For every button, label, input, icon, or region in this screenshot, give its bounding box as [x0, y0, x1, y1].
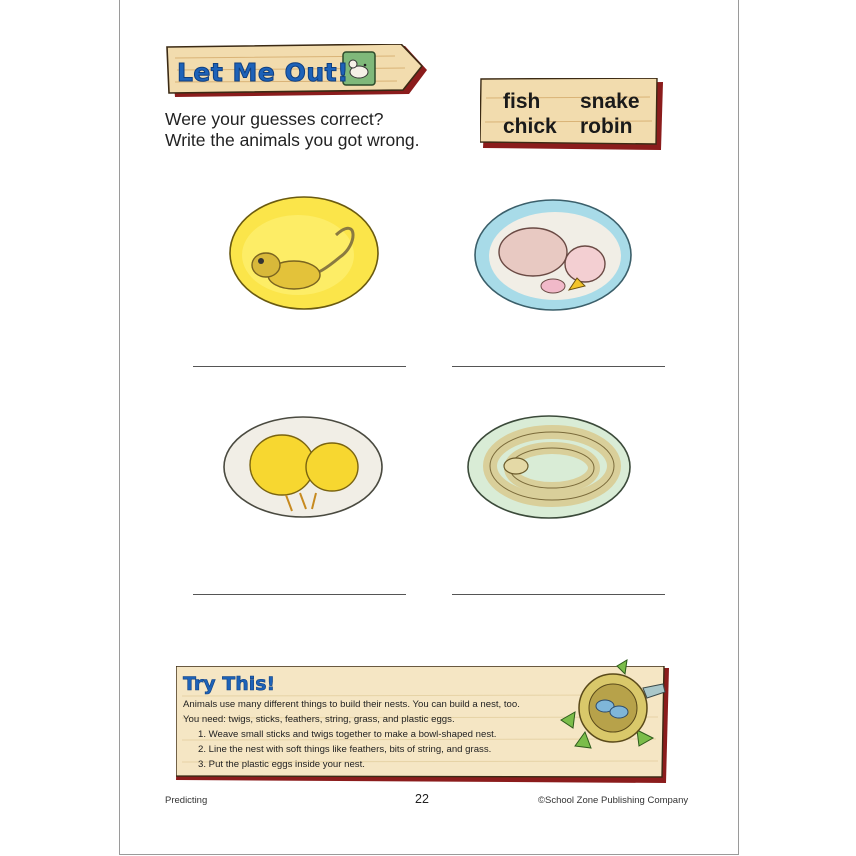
try-this-needs: You need: twigs, sticks, feathers, string, grass, and plastic eggs.: [183, 714, 455, 725]
word-box-background: [480, 78, 663, 150]
word-robin: robin: [580, 115, 633, 138]
try-this-title: Try This!: [183, 673, 276, 695]
word-snake: snake: [580, 90, 640, 113]
word-chick: chick: [503, 115, 557, 138]
turtle-nest-icon: [557, 658, 669, 754]
answer-line-3[interactable]: [193, 594, 406, 595]
tadpole-egg-icon: [228, 195, 380, 311]
try-this-step-1: 1. Weave small sticks and twigs together to make a bowl-shaped nest.: [198, 729, 497, 740]
answer-line-4[interactable]: [452, 594, 665, 595]
try-this-step-3: 3. Put the plastic eggs inside your nest.: [198, 759, 365, 770]
instruction-line-1: Were your guesses correct?: [165, 109, 384, 129]
baby-bird-egg-icon: [473, 198, 633, 312]
try-this-step-2: 2. Line the nest with soft things like feathers, bits of string, and grass.: [198, 744, 492, 755]
instructions: [165, 109, 420, 151]
footer-skill: Predicting: [165, 795, 208, 806]
try-this-intro: Animals use many different things to build their nests. You can build a nest, too.: [183, 699, 520, 710]
word-fish: fish: [503, 90, 541, 113]
page-title: Let Me Out!: [177, 58, 349, 87]
coiled-snake-egg-icon: [466, 414, 633, 521]
chick-egg-icon: [222, 415, 384, 519]
answer-line-2[interactable]: [452, 366, 665, 367]
page-number: 22: [415, 792, 429, 806]
footer-copyright: ©School Zone Publishing Company: [538, 795, 689, 806]
instruction-line-2: Write the animals you got wrong.: [165, 130, 420, 150]
answer-line-1[interactable]: [193, 366, 406, 367]
